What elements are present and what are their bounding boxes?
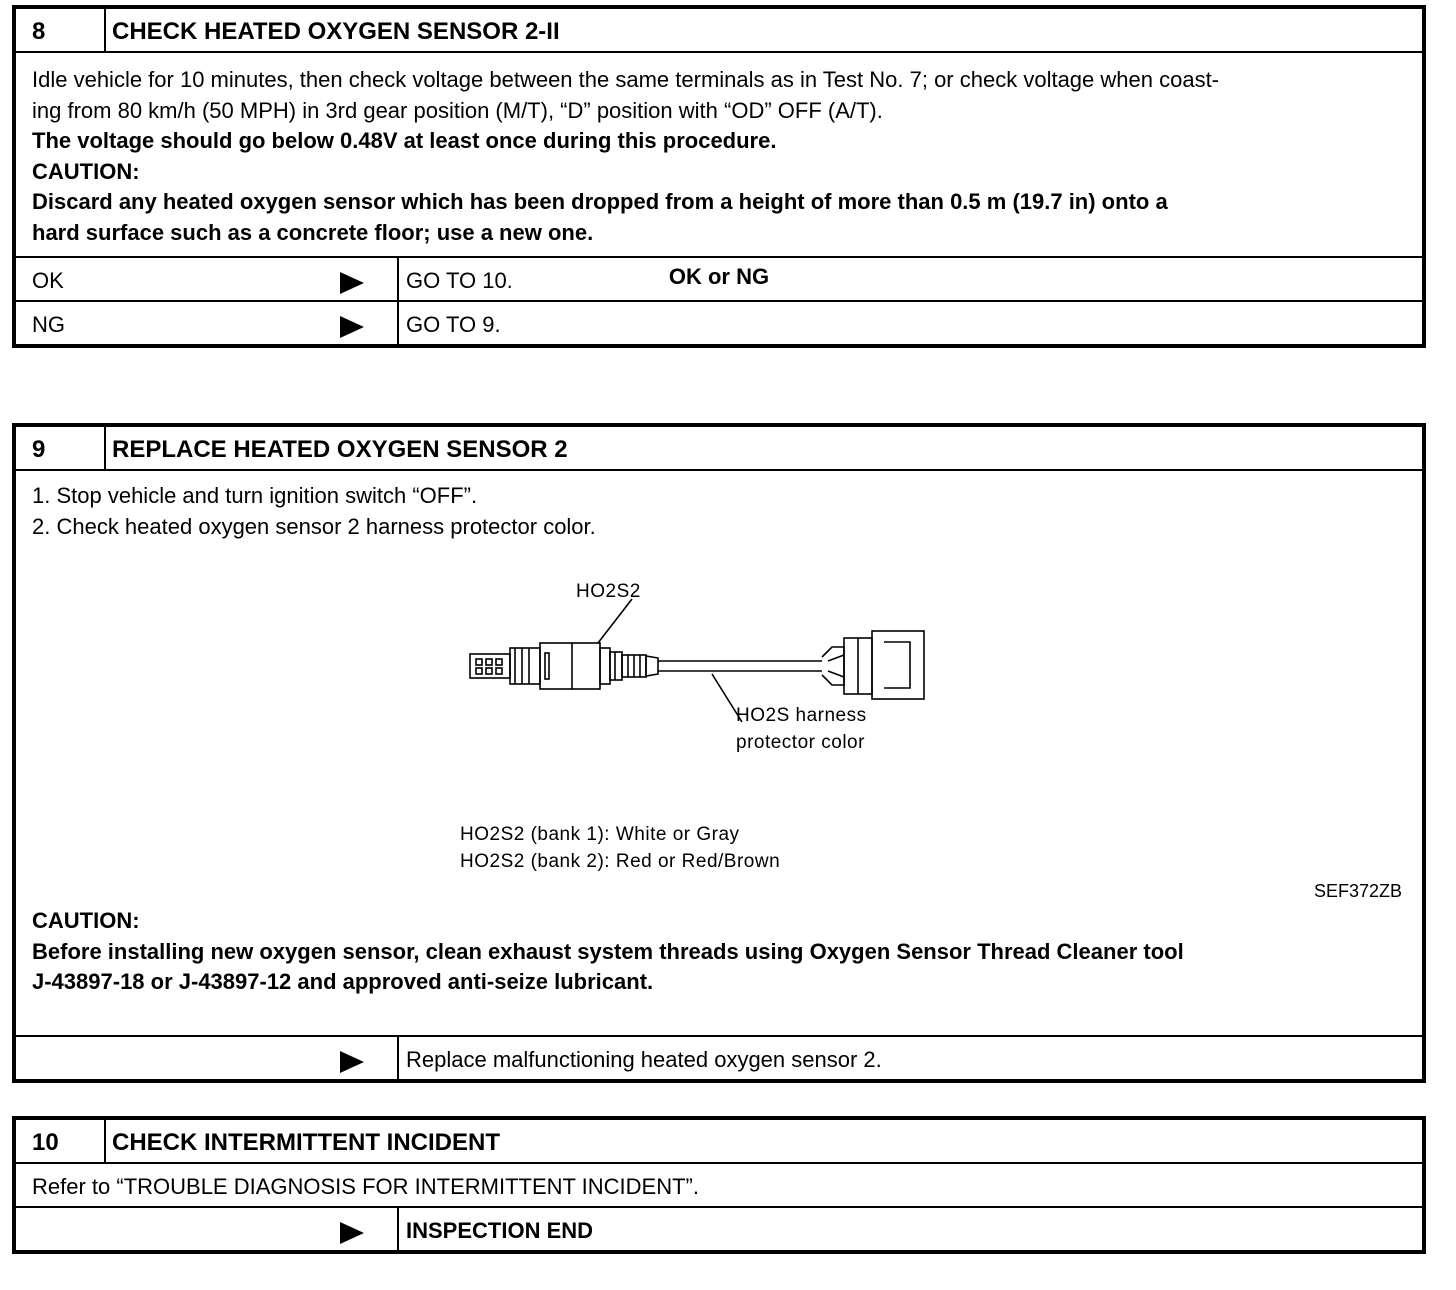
step-title: CHECK HEATED OXYGEN SENSOR 2-II	[112, 18, 560, 45]
instruction-line: Refer to “TROUBLE DIAGNOSIS FOR INTERMITTENT INCIDENT”.	[32, 1174, 699, 1199]
step-header	[16, 1120, 1422, 1162]
step-9	[12, 423, 1426, 1083]
step-10	[12, 1116, 1426, 1254]
requirement: The voltage should go below 0.48V at least once during this procedure.	[32, 128, 777, 153]
result-action: GO TO 9.	[406, 312, 501, 337]
list-item: 2. Check heated oxygen sensor 2 harness protector color.	[32, 513, 596, 539]
caution-text: Before installing new oxygen sensor, clean exhaust system threads using Oxygen Sensor Thread Cleaner tool	[32, 938, 1184, 964]
step-number: 8	[16, 9, 106, 51]
result-label: NG	[32, 312, 65, 337]
result-row	[16, 1206, 1422, 1250]
figure-id: SEF372ZB	[1313, 881, 1402, 901]
callout-ho2s2: HO2S2	[576, 581, 641, 602]
instruction-line: ing from 80 km/h (50 MPH) in 3rd gear position (M/T), “D” position with “OD” OFF (A/T).	[32, 97, 883, 123]
result-row-ok	[16, 256, 1422, 300]
caution-label: CAUTION:	[32, 158, 140, 184]
ok-ng-heading: OK or NG	[668, 264, 770, 289]
bank-1-color: HO2S2 (bank 1): White or Gray	[460, 824, 740, 845]
result-label-cell	[16, 258, 399, 300]
step-title: REPLACE HEATED OXYGEN SENSOR 2	[112, 436, 568, 463]
arrow-right-icon	[340, 316, 364, 338]
step-body	[16, 469, 1422, 1035]
arrow-right-icon	[340, 1051, 364, 1073]
step-number: 9	[16, 427, 106, 469]
step-8	[12, 5, 1426, 348]
step-header	[16, 9, 1422, 51]
step-body	[16, 1162, 1422, 1206]
result-action: GO TO 10.	[406, 268, 513, 293]
step-header	[16, 427, 1422, 469]
result-label-cell	[16, 1208, 399, 1250]
caution-label: CAUTION:	[32, 908, 140, 933]
list-item: 1. Stop vehicle and turn ignition switch “OFF”.	[32, 483, 478, 508]
step-number: 10	[16, 1120, 106, 1162]
result-row	[16, 1035, 1422, 1079]
sensor-figure	[32, 542, 1406, 906]
result-row-ng	[16, 300, 1422, 344]
caution-text: J-43897-18 or J-43897-12 and approved anti-seize lubricant.	[32, 969, 654, 994]
caution-text: hard surface such as a concrete floor; use a new one.	[32, 219, 594, 245]
result-action: Replace malfunctioning heated oxygen sensor 2.	[406, 1047, 882, 1072]
result-label-cell	[16, 1037, 399, 1079]
bank-2-color: HO2S2 (bank 2): Red or Red/Brown	[460, 851, 781, 872]
result-label: OK	[32, 268, 64, 293]
arrow-right-icon	[340, 1222, 364, 1244]
result-label-cell	[16, 302, 399, 344]
callout-harness: HO2S harness	[736, 705, 867, 726]
callout-harness: protector color	[736, 732, 865, 753]
instruction-line: Idle vehicle for 10 minutes, then check voltage between the same terminals as in Test No. 7; or check voltage when coast-	[32, 67, 1220, 92]
arrow-right-icon	[340, 272, 364, 294]
step-title: CHECK INTERMITTENT INCIDENT	[112, 1129, 500, 1156]
result-action: INSPECTION END	[406, 1218, 594, 1243]
caution-text: Discard any heated oxygen sensor which has been dropped from a height of more than 0.5 m (19.7 in) onto a	[32, 189, 1168, 214]
